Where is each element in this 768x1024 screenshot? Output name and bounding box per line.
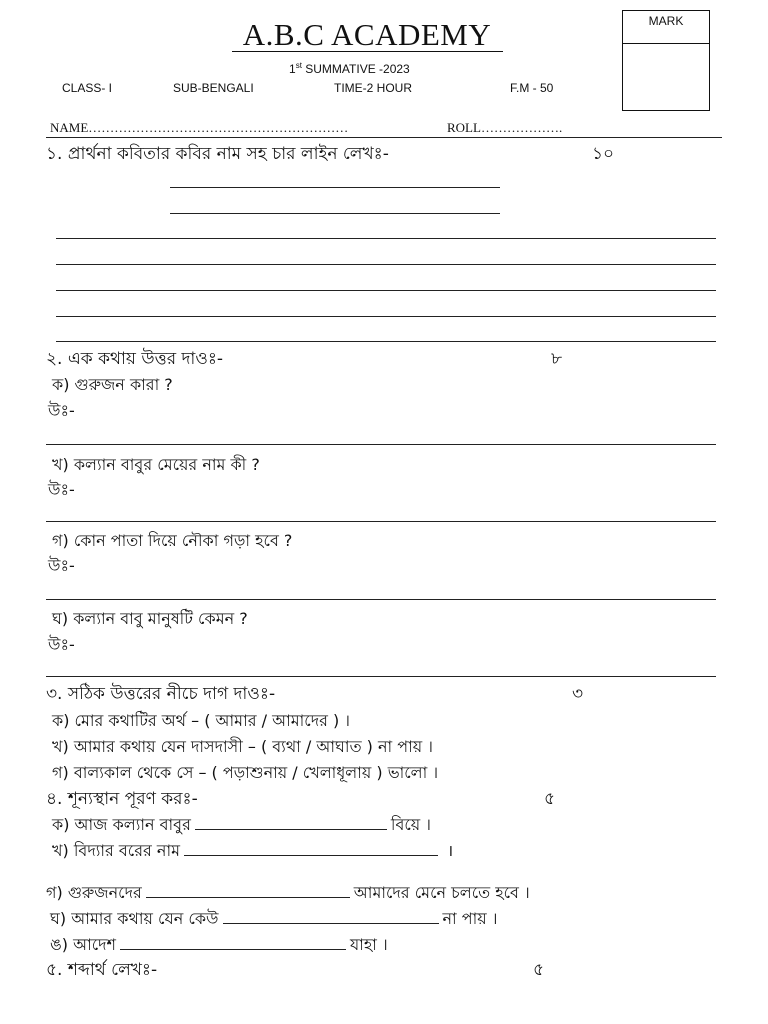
answer-line[interactable]	[56, 290, 716, 291]
answer-line[interactable]	[170, 187, 500, 188]
fill-blank-prefix: ঙ) আদেশ	[50, 935, 117, 954]
class-label: CLASS- I	[62, 81, 113, 95]
question-4: ৪. শূন্যস্থান পূরণ করঃ-	[46, 789, 198, 809]
fill-blank[interactable]	[223, 909, 439, 924]
fill-blank[interactable]	[120, 935, 346, 950]
mark-box-header	[623, 11, 709, 44]
subject-label: SUB-BENGALI	[173, 81, 254, 95]
exam-title: SUMMATIVE -2023	[301, 62, 410, 76]
fill-blank-suffix: ।	[442, 841, 454, 860]
question-4-item-e	[50, 932, 388, 959]
time-label: TIME-2 HOUR	[334, 81, 412, 95]
answer-line[interactable]	[56, 316, 716, 317]
full-marks-label: F.M - 50	[510, 81, 554, 95]
answer-prefix: উঃ-	[48, 401, 75, 420]
question-4-item-c	[46, 880, 530, 907]
answer-prefix: উঃ-	[48, 556, 75, 575]
fill-blank[interactable]	[195, 815, 387, 830]
question-1-marks: ১০	[592, 144, 615, 164]
answer-line[interactable]	[56, 264, 716, 265]
question-2: ২. এক কথায় উত্তর দাওঃ-	[46, 349, 224, 369]
question-4-item-a	[52, 812, 431, 839]
school-title: A.B.C ACADEMY	[242, 17, 492, 52]
answer-line[interactable]	[56, 341, 716, 342]
question-2-item-c: গ) কোন পাতা দিয়ে নৌকা গড়া হবে ?	[52, 531, 293, 550]
question-1: ১. প্রার্থনা কবিতার কবির নাম সহ চার লাইন লেখঃ-	[46, 144, 389, 164]
question-5-marks: ৫	[533, 960, 545, 980]
fill-blank-prefix: খ) বিদ্যার বরের নাম	[52, 841, 180, 860]
answer-line[interactable]	[170, 213, 500, 214]
exam-number: 1	[289, 62, 296, 76]
question-3-item-a[interactable]: ক) মোর কথাটির অর্থ – ( আমার / আমাদের ) ।	[52, 711, 351, 730]
fill-blank-suffix: বিয়ে ।	[390, 815, 432, 834]
name-field[interactable]: NAME……………………………………………………	[50, 120, 349, 135]
mark-box	[622, 10, 710, 111]
question-2-item-a: ক) গুরুজন কারা ?	[52, 375, 173, 394]
roll-field[interactable]: ROLL……………….	[447, 120, 563, 135]
fill-blank-prefix: ক) আজ কল্যান বাবুর	[52, 815, 191, 834]
answer-line[interactable]	[46, 676, 716, 677]
exam-superscript: st	[295, 61, 302, 70]
question-4-item-b	[52, 838, 453, 865]
answer-line[interactable]	[46, 521, 716, 522]
question-3-item-b[interactable]: খ) আমার কথায় যেন দাসদাসী – ( ব্যথা / আঘাত ) না পায় ।	[52, 737, 433, 756]
question-2-item-b: খ) কল্যান বাবুর মেয়ের নাম কী ?	[52, 455, 260, 474]
fill-blank-prefix: গ) গুরুজনদের	[46, 883, 142, 902]
question-2-marks: ৮	[551, 349, 563, 369]
fill-blank-suffix: আমাদের মেনে চলতে হবে ।	[353, 883, 530, 902]
answer-line[interactable]	[46, 599, 716, 600]
question-4-item-d	[50, 906, 498, 933]
question-4-marks: ৫	[544, 789, 556, 809]
answer-line[interactable]	[56, 238, 716, 239]
answer-prefix: উঃ-	[48, 480, 75, 499]
question-5: ৫. শব্দার্থ লেখঃ-	[46, 960, 158, 980]
fill-blank-suffix: যাহা ।	[350, 935, 388, 954]
mark-box-label: MARK	[648, 14, 684, 28]
exam-name	[289, 61, 410, 76]
fill-blank-prefix: ঘ) আমার কথায় যেন কেউ	[50, 909, 219, 928]
header-divider	[46, 137, 722, 138]
question-3-marks: ৩	[572, 684, 584, 704]
question-3-item-c[interactable]: গ) বাল্যকাল থেকে সে – ( পড়াশুনায় / খেলাধূলায় ) ভালো ।	[52, 763, 439, 782]
question-3: ৩. সঠিক উত্তরের নীচে দাগ দাওঃ-	[46, 684, 276, 704]
title-underline	[232, 51, 503, 52]
fill-blank[interactable]	[184, 841, 438, 856]
fill-blank[interactable]	[146, 883, 350, 898]
fill-blank-suffix: না পায় ।	[442, 909, 498, 928]
answer-prefix: উঃ-	[48, 635, 75, 654]
question-2-item-d: ঘ) কল্যান বাবু মানুষটি কেমন ?	[52, 609, 248, 628]
answer-line[interactable]	[46, 444, 716, 445]
